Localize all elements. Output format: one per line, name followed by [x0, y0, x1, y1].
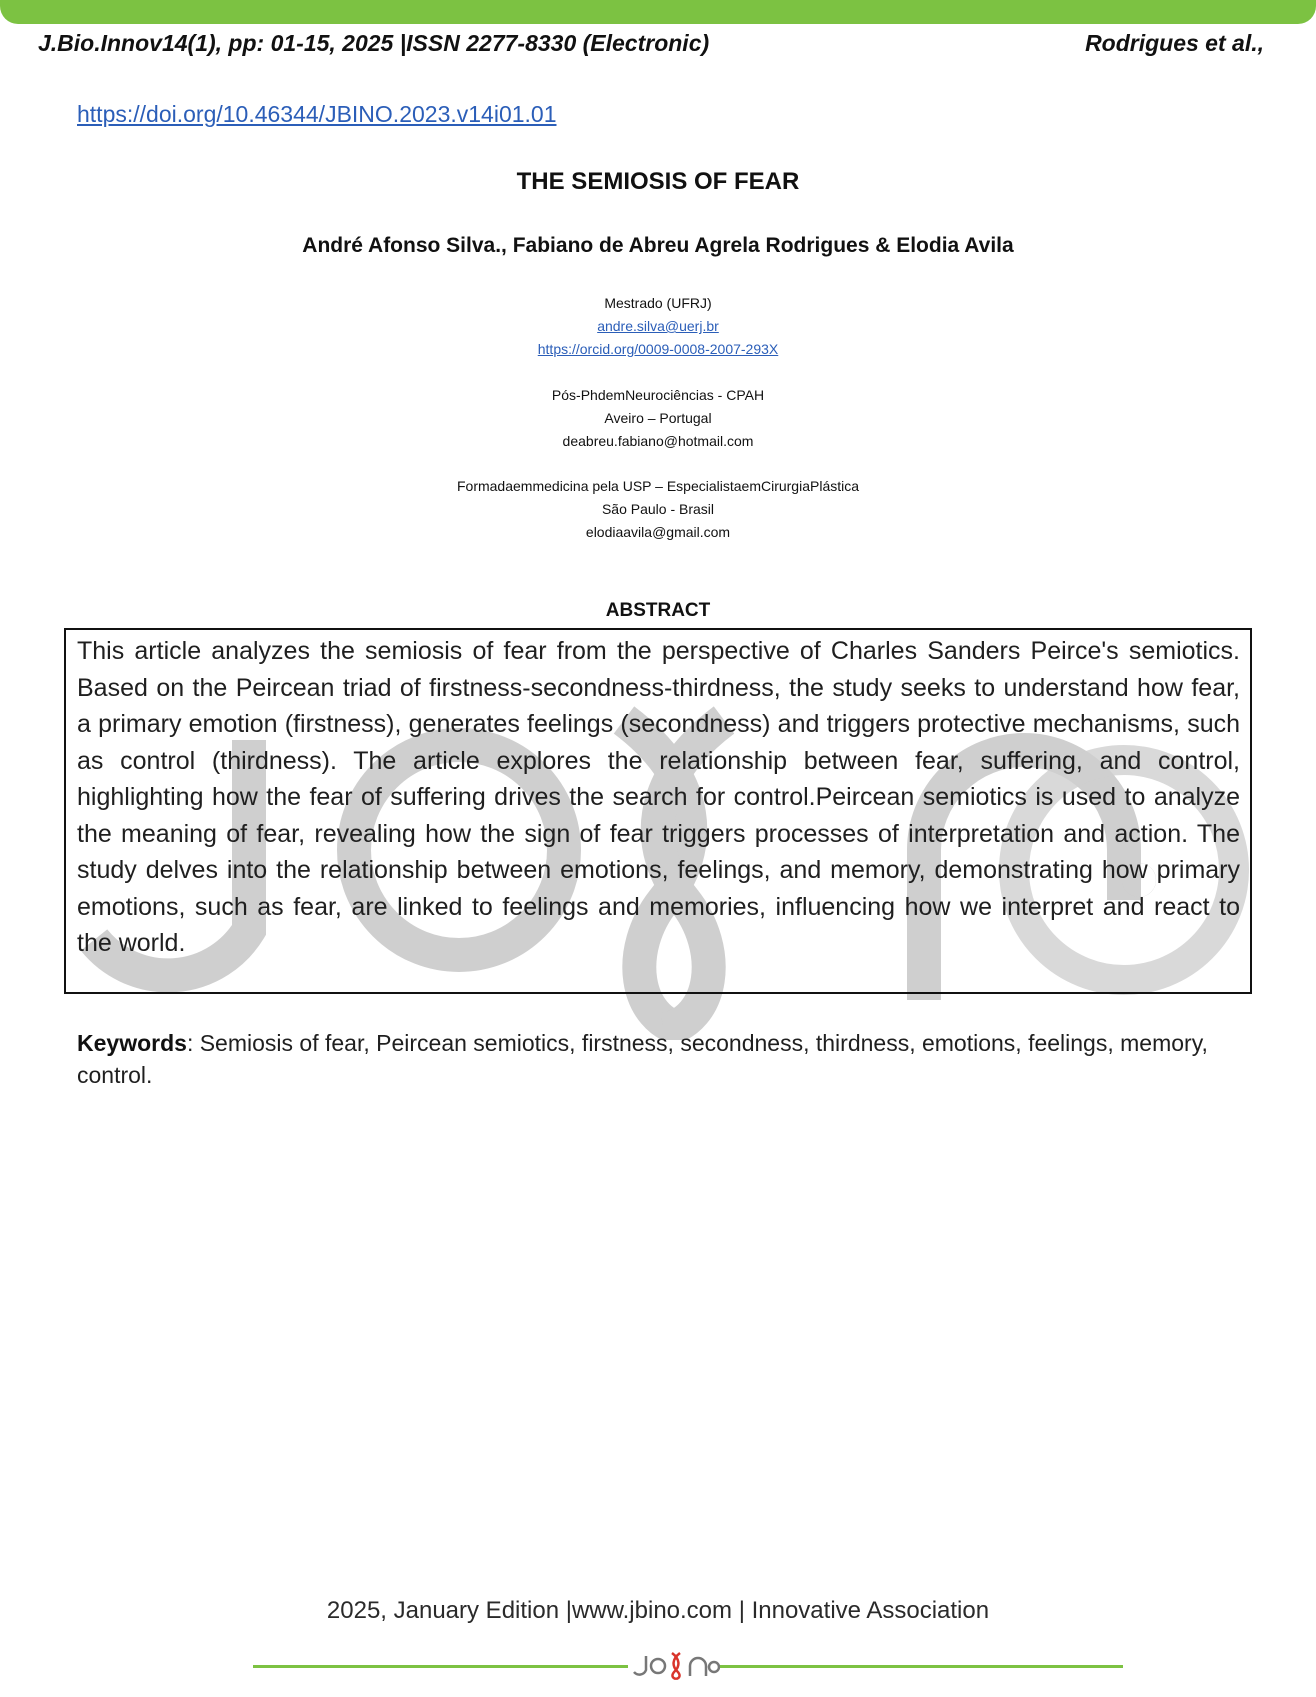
affiliation-2-email: deabreu.fabiano@hotmail.com — [562, 433, 754, 449]
affiliation-2 — [0, 384, 1316, 453]
paper-title: THE SEMIOSIS OF FEAR — [516, 168, 800, 195]
running-author: Rodrigues et al., — [1085, 30, 1264, 56]
keywords — [77, 1027, 1227, 1091]
affiliation-3-email: elodiaavila@gmail.com — [585, 524, 731, 540]
affiliation-3-line1: Formadaemmedicina pela USP – EspecialistaemCirurgiaPlástica — [456, 478, 860, 494]
journal-citation: J.Bio.Innov14(1), pp: 01-15, 2025 |ISSN 2277-8330 (Electronic) — [38, 30, 710, 56]
doi-link[interactable]: https://doi.org/10.46344/JBINO.2023.v14i01.01 — [77, 101, 557, 127]
affiliation-3-line2: São Paulo - Brasil — [601, 501, 715, 517]
affiliation-1-orcid-link[interactable]: https://orcid.org/0009-0008-2007-293X — [537, 341, 779, 357]
affiliation-2-line2: Aveiro – Portugal — [604, 410, 712, 426]
abstract-box — [64, 628, 1252, 994]
abstract-text: This article analyzes the semiosis of fear from the perspective of Charles Sanders Peirce's semiotics. Based on the Peircean triad of firstness-secondness-thirdness, the study seeks to understand how fear, a primary emotion (firstness), generates feelings (secondness) and triggers protective mechanisms, such as control (thirdness). The article explores the relationship between fear, suffering, and control, highlighting how the fear of suffering drives the search for control.Peircean semiotics is used to analyze the meaning of fear, revealing how the sign of fear triggers processes of interpretation and action. The study delves into the relationship between emotions, feelings, and memory, demonstrating how primary emotions, such as fear, are linked to feelings and memories, influencing how we interpret and react to the world. — [77, 637, 1240, 957]
footer-edition: 2025, January Edition |www.jbino.com | Innovative Association — [326, 1597, 990, 1624]
author-list: André Afonso Silva., Fabiano de Abreu Agrela Rodrigues & Elodia Avila — [302, 234, 1014, 257]
affiliation-1 — [0, 292, 1316, 361]
keywords-label: Keywords — [77, 1030, 187, 1056]
keywords-list: : Semiosis of fear, Peircean semiotics, firstness, secondness, thirdness, emotions, feelings, memory, control. — [77, 1030, 1208, 1088]
affiliation-1-line: Mestrado (UFRJ) — [604, 295, 712, 311]
top-green-bar — [0, 0, 1316, 24]
affiliation-2-line1: Pós-PhdemNeurociências - CPAH — [551, 387, 765, 403]
affiliation-1-email-link[interactable]: andre.silva@uerj.br — [597, 318, 719, 334]
affiliation-3 — [0, 475, 1316, 544]
jbino-footer-logo — [628, 1650, 720, 1680]
abstract-heading: ABSTRACT — [605, 600, 711, 621]
